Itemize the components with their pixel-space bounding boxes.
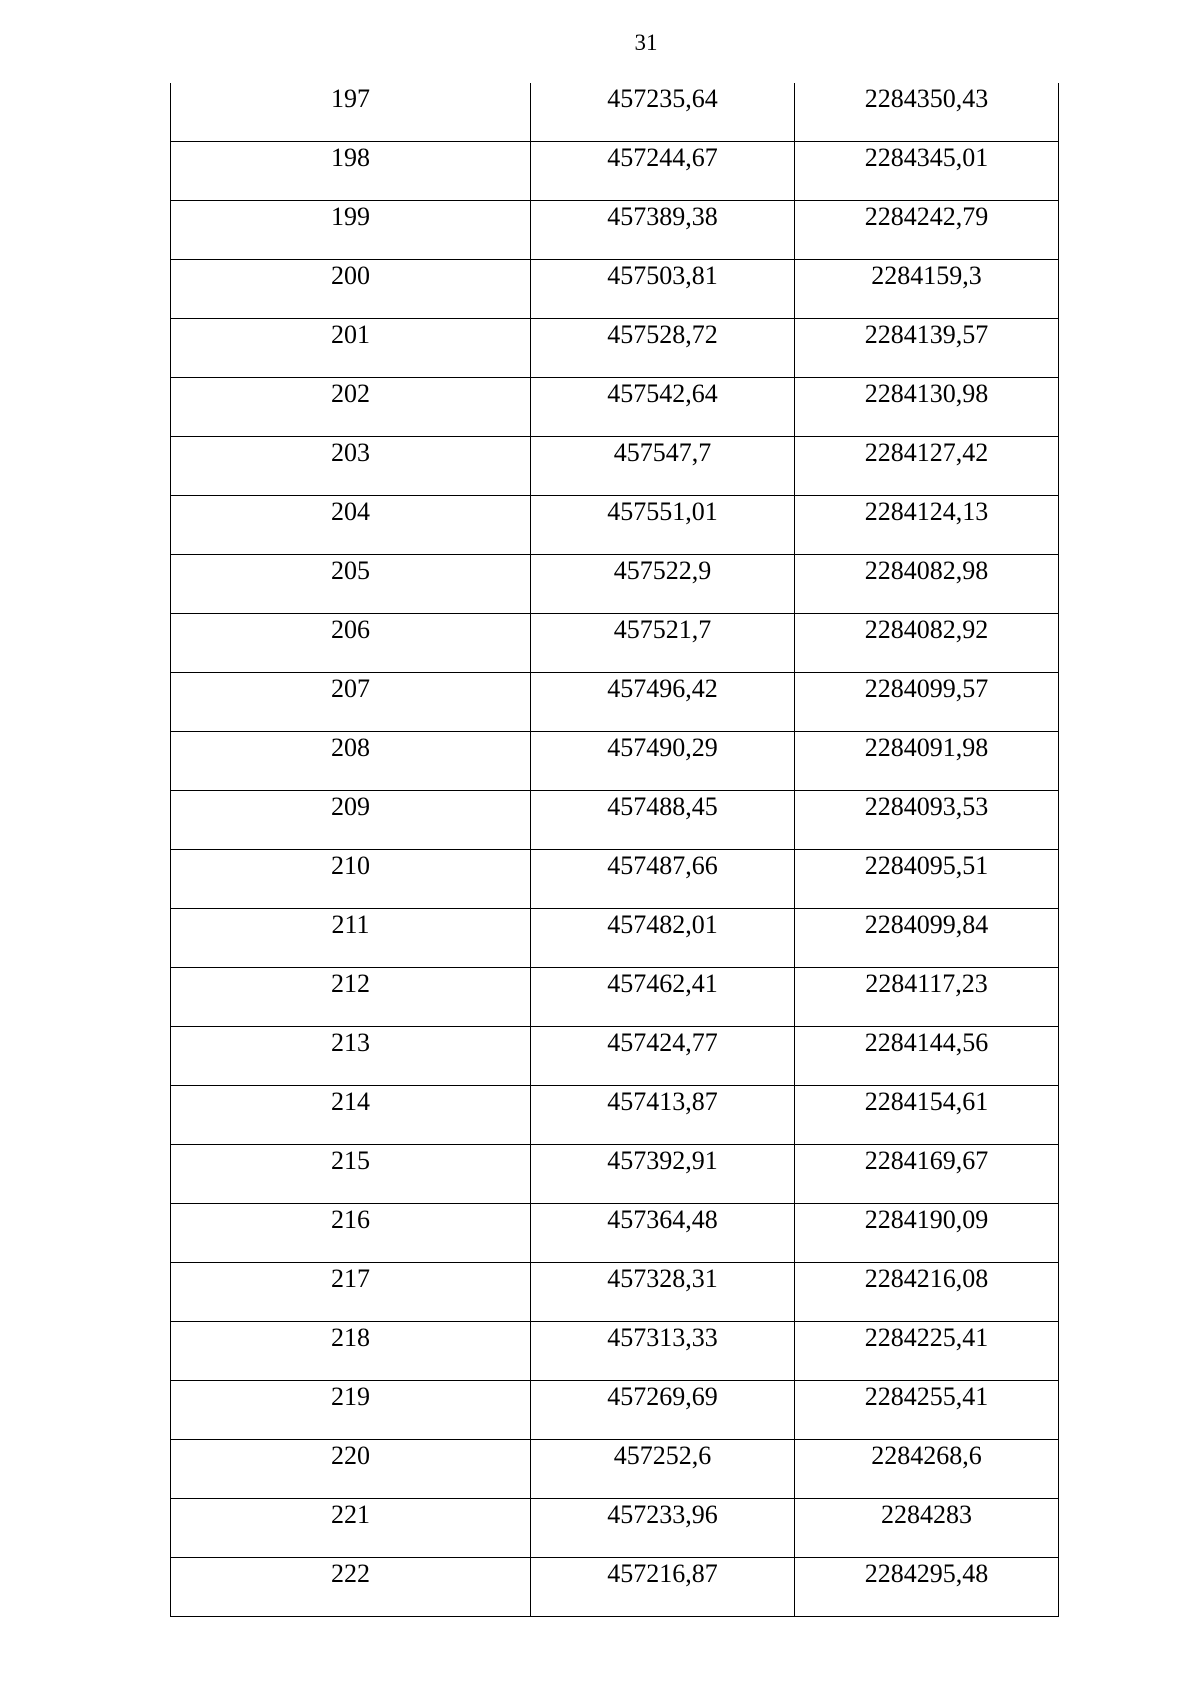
y-coordinate-cell: 2284095,51 [795, 850, 1059, 909]
x-coordinate-cell: 457521,7 [531, 614, 795, 673]
y-coordinate-cell: 2284242,79 [795, 201, 1059, 260]
table-row [171, 1322, 1059, 1381]
table-row [171, 142, 1059, 201]
table-row [171, 437, 1059, 496]
y-coordinate-cell: 2284139,57 [795, 319, 1059, 378]
y-coordinate-cell: 2284295,48 [795, 1558, 1059, 1617]
table-row [171, 1381, 1059, 1440]
x-coordinate-cell: 457551,01 [531, 496, 795, 555]
table-row [171, 83, 1059, 142]
point-number-cell: 219 [171, 1381, 531, 1440]
y-coordinate-cell: 2284283 [795, 1499, 1059, 1558]
x-coordinate-cell: 457424,77 [531, 1027, 795, 1086]
x-coordinate-cell: 457487,66 [531, 850, 795, 909]
coordinates-table [170, 83, 1059, 1617]
table-row [171, 673, 1059, 732]
point-number-cell: 203 [171, 437, 531, 496]
y-coordinate-cell: 2284169,67 [795, 1145, 1059, 1204]
point-number-cell: 202 [171, 378, 531, 437]
y-coordinate-cell: 2284225,41 [795, 1322, 1059, 1381]
x-coordinate-cell: 457542,64 [531, 378, 795, 437]
table-row [171, 378, 1059, 437]
table-row [171, 614, 1059, 673]
y-coordinate-cell: 2284117,23 [795, 968, 1059, 1027]
y-coordinate-cell: 2284127,42 [795, 437, 1059, 496]
table-row [171, 1263, 1059, 1322]
x-coordinate-cell: 457313,33 [531, 1322, 795, 1381]
table-row [171, 260, 1059, 319]
x-coordinate-cell: 457462,41 [531, 968, 795, 1027]
x-coordinate-cell: 457496,42 [531, 673, 795, 732]
x-coordinate-cell: 457233,96 [531, 1499, 795, 1558]
point-number-cell: 208 [171, 732, 531, 791]
y-coordinate-cell: 2284350,43 [795, 83, 1059, 142]
point-number-cell: 218 [171, 1322, 531, 1381]
y-coordinate-cell: 2284144,56 [795, 1027, 1059, 1086]
point-number-cell: 212 [171, 968, 531, 1027]
point-number-cell: 197 [171, 83, 531, 142]
point-number-cell: 214 [171, 1086, 531, 1145]
table-row [171, 1440, 1059, 1499]
table-row [171, 909, 1059, 968]
point-number-cell: 201 [171, 319, 531, 378]
x-coordinate-cell: 457328,31 [531, 1263, 795, 1322]
point-number-cell: 205 [171, 555, 531, 614]
table-row [171, 1499, 1059, 1558]
point-number-cell: 199 [171, 201, 531, 260]
point-number-cell: 215 [171, 1145, 531, 1204]
y-coordinate-cell: 2284093,53 [795, 791, 1059, 850]
x-coordinate-cell: 457235,64 [531, 83, 795, 142]
table-row [171, 201, 1059, 260]
table-row [171, 968, 1059, 1027]
x-coordinate-cell: 457389,38 [531, 201, 795, 260]
page-number: 31 [634, 30, 658, 55]
point-number-cell: 210 [171, 850, 531, 909]
point-number-cell: 213 [171, 1027, 531, 1086]
y-coordinate-cell: 2284099,84 [795, 909, 1059, 968]
point-number-cell: 206 [171, 614, 531, 673]
y-coordinate-cell: 2284216,08 [795, 1263, 1059, 1322]
point-number-cell: 221 [171, 1499, 531, 1558]
x-coordinate-cell: 457488,45 [531, 791, 795, 850]
point-number-cell: 198 [171, 142, 531, 201]
x-coordinate-cell: 457252,6 [531, 1440, 795, 1499]
y-coordinate-cell: 2284255,41 [795, 1381, 1059, 1440]
table-row [171, 555, 1059, 614]
point-number-cell: 207 [171, 673, 531, 732]
table-row [171, 1558, 1059, 1617]
table-row [171, 496, 1059, 555]
table-row [171, 1027, 1059, 1086]
x-coordinate-cell: 457528,72 [531, 319, 795, 378]
table-row [171, 319, 1059, 378]
x-coordinate-cell: 457503,81 [531, 260, 795, 319]
x-coordinate-cell: 457269,69 [531, 1381, 795, 1440]
y-coordinate-cell: 2284082,98 [795, 555, 1059, 614]
point-number-cell: 211 [171, 909, 531, 968]
point-number-cell: 209 [171, 791, 531, 850]
table-row [171, 1204, 1059, 1263]
coordinates-table-body [171, 83, 1059, 1617]
x-coordinate-cell: 457364,48 [531, 1204, 795, 1263]
y-coordinate-cell: 2284124,13 [795, 496, 1059, 555]
y-coordinate-cell: 2284099,57 [795, 673, 1059, 732]
y-coordinate-cell: 2284268,6 [795, 1440, 1059, 1499]
y-coordinate-cell: 2284082,92 [795, 614, 1059, 673]
y-coordinate-cell: 2284130,98 [795, 378, 1059, 437]
x-coordinate-cell: 457547,7 [531, 437, 795, 496]
x-coordinate-cell: 457490,29 [531, 732, 795, 791]
y-coordinate-cell: 2284154,61 [795, 1086, 1059, 1145]
x-coordinate-cell: 457522,9 [531, 555, 795, 614]
x-coordinate-cell: 457392,91 [531, 1145, 795, 1204]
x-coordinate-cell: 457216,87 [531, 1558, 795, 1617]
point-number-cell: 200 [171, 260, 531, 319]
point-number-cell: 204 [171, 496, 531, 555]
point-number-cell: 217 [171, 1263, 531, 1322]
table-row [171, 1086, 1059, 1145]
table-row [171, 791, 1059, 850]
point-number-cell: 220 [171, 1440, 531, 1499]
x-coordinate-cell: 457244,67 [531, 142, 795, 201]
y-coordinate-cell: 2284190,09 [795, 1204, 1059, 1263]
y-coordinate-cell: 2284159,3 [795, 260, 1059, 319]
point-number-cell: 216 [171, 1204, 531, 1263]
table-row [171, 1145, 1059, 1204]
table-row [171, 850, 1059, 909]
table-row [171, 732, 1059, 791]
y-coordinate-cell: 2284345,01 [795, 142, 1059, 201]
point-number-cell: 222 [171, 1558, 531, 1617]
x-coordinate-cell: 457482,01 [531, 909, 795, 968]
x-coordinate-cell: 457413,87 [531, 1086, 795, 1145]
y-coordinate-cell: 2284091,98 [795, 732, 1059, 791]
